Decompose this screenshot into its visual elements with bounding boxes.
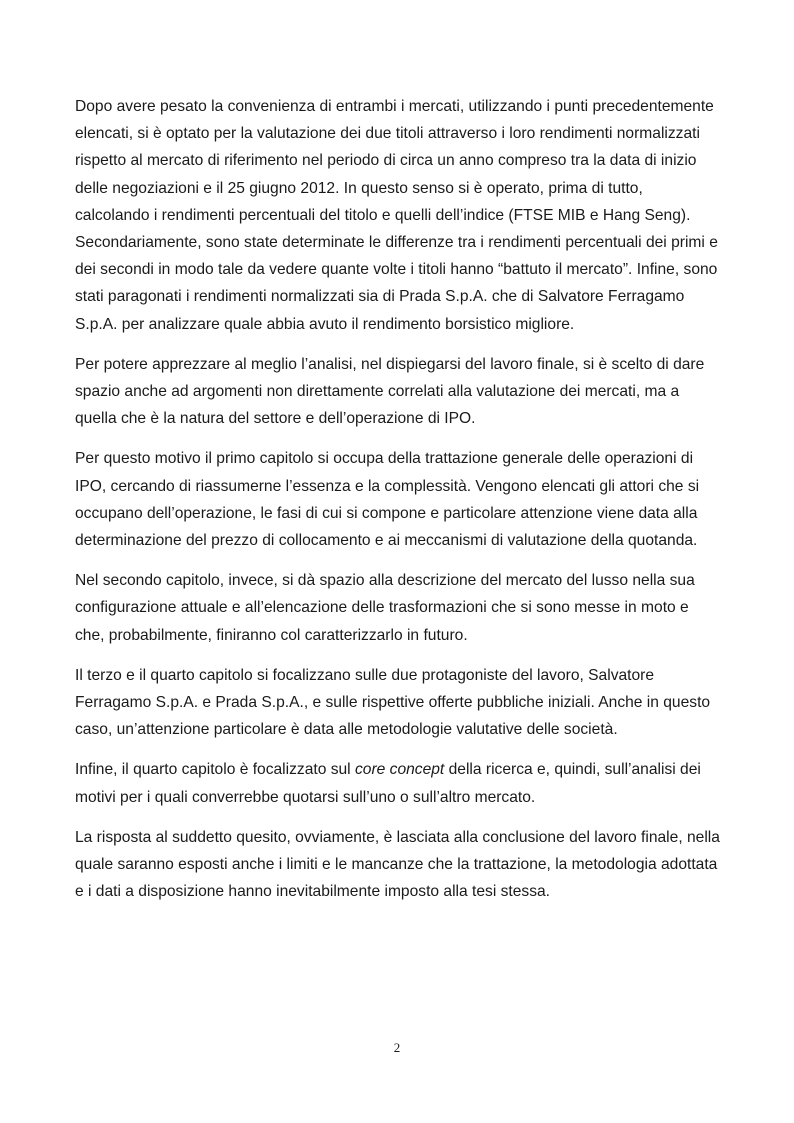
- paragraph-chapter-two: Nel secondo capitolo, invece, si dà spazio alla descrizione del mercato del lusso nella sua configurazione attuale e all’elencazione delle trasformazioni che si sono messe in moto e che, probabilmente, finiranno col caratterizzarlo in futuro.: [75, 572, 695, 644]
- paragraph-chapters-three-four: Il terzo e il quarto capitolo si focalizzano sulle due protagoniste del lavoro, Salvatore Ferragamo S.p.A. e Prada S.p.A., e sulle rispettive offerte pubbliche iniziali. Anche in questo caso, un’attenzione particolare è data alle metodologie valutative delle società.: [75, 666, 711, 739]
- paragraph-core-concept-before: Infine, il quarto capitolo è focalizzato sul: [75, 761, 355, 779]
- page-number: 2: [393, 1040, 401, 1055]
- core-concept-emphasis: core concept: [354, 761, 445, 779]
- paragraph-analysis-scope: Per potere apprezzare al meglio l’analisi, nel dispiegarsi del lavoro finale, si è scelto di dare spazio anche ad argomenti non direttamente correlati alla valutazione dei mercati, ma a quella che è la natura del settore e dell’operazione di IPO.: [75, 355, 705, 428]
- paragraph-core-concept: [75, 756, 720, 810]
- paragraph-conclusion: La risposta al suddetto quesito, ovviamente, è lasciata alla conclusione del lavoro finale, nella quale saranno esposti anche i limiti e le mancanze che la trattazione, la metodologia adottata e i dati a disposizione hanno inevitabilmente imposto alla tesi stessa.: [75, 828, 720, 901]
- document-body: [75, 93, 720, 918]
- paragraph-chapter-one: Per questo motivo il primo capitolo si occupa della trattazione generale delle operazioni di IPO, cercando di riassumerne l’essenza e la complessità. Vengono elencati gli attori che si occupano dell’operazione, le fasi di cui si compone e particolare attenzione viene data alla determinazione del prezzo di collocamento e ai meccanismi di valutazione della quotanda.: [75, 450, 700, 550]
- paragraph-core-concept-after: della ricerca e, quindi, sull’analisi dei motivi per i quali converrebbe quotarsi sull’uno o sull’altro mercato.: [75, 761, 701, 806]
- paragraph-methodology: Dopo avere pesato la convenienza di entrambi i mercati, utilizzando i punti precedentemente elencati, si è optato per la valutazione dei due titoli attraverso i loro rendimenti normalizzati rispetto al mercato di riferimento nel periodo di circa un anno compreso tra la data di inizio delle negoziazioni e il 25 giugno 2012. In questo senso si è operato, prima di tutto, calcolando i rendimenti percentuali del titolo e quelli dell’indice (FTSE MIB e Hang Seng). Secondariamente, sono state determinate le differenze tra i rendimenti percentuali dei primi e dei secondi in modo tale da vedere quante volte i titoli hanno “battuto il mercato”. Infine, sono stati paragonati i rendimenti normalizzati sia di Prada S.p.A. che di Salvatore Ferragamo S.p.A. per analizzare quale abbia avuto il rendimento borsistico migliore.: [75, 98, 718, 333]
